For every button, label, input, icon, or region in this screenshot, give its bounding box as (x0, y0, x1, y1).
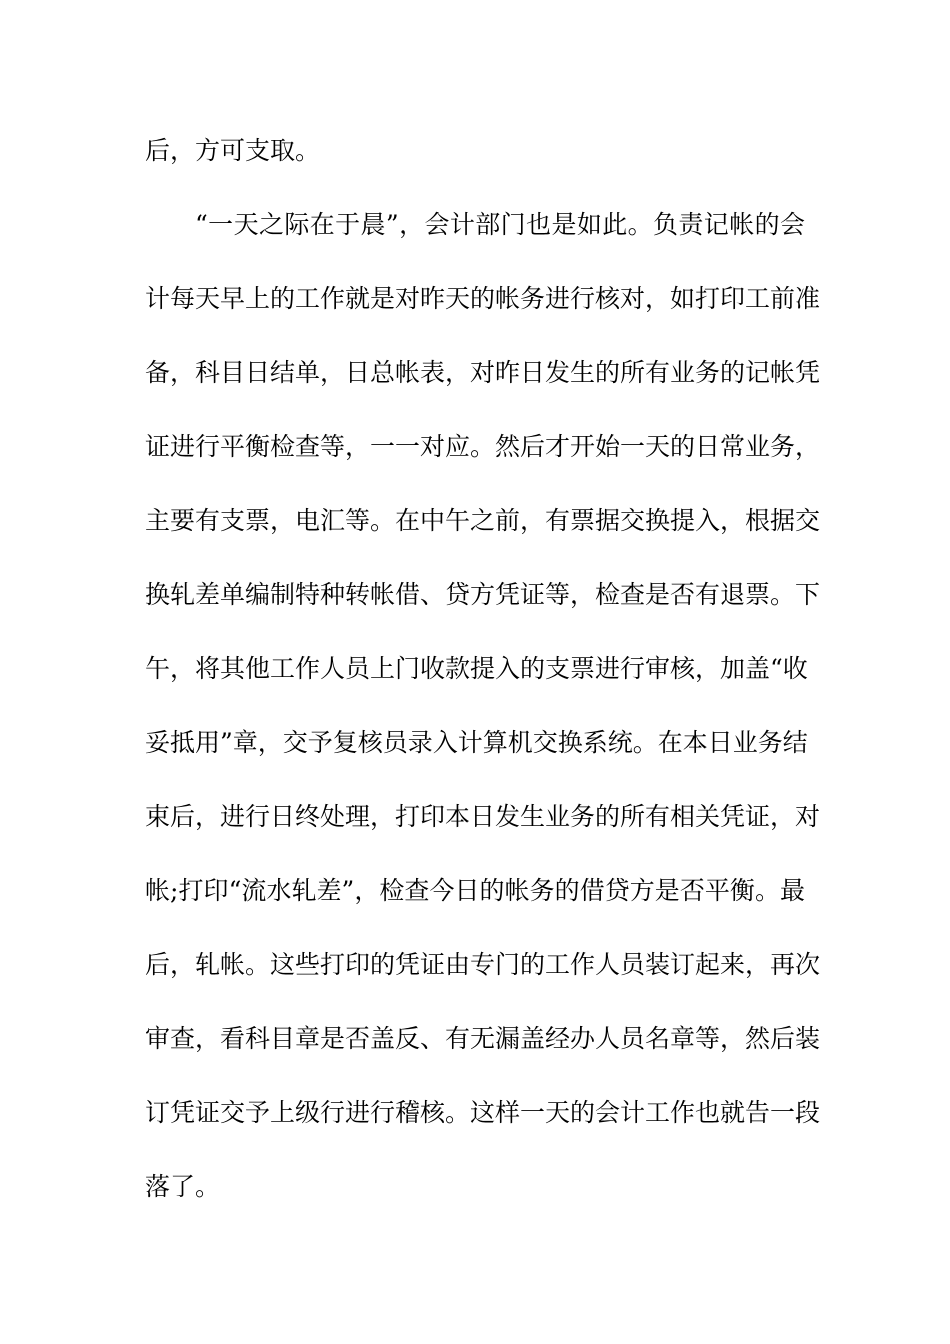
text-line: 帐;打印“流水轧差”，检查今日的帐务的借贷方是否平衡。最 (145, 876, 805, 905)
text-line: 审查，看科目章是否盖反、有无漏盖经办人员名章等，然后装 (145, 1024, 821, 1053)
paragraph-first-line: “一天之际在于晨”，会计部门也是如此。负责记帐的会 (195, 210, 805, 239)
text-line: 束后，进行日终处理，打印本日发生业务的所有相关凭证，对 (145, 802, 821, 831)
text-line: 换轧差单编制特种转帐借、贷方凭证等，检查是否有退票。下 (145, 580, 821, 609)
text-line: 主要有支票，电汇等。在中午之前，有票据交换提入，根据交 (145, 506, 821, 535)
text-line: 落了。 (145, 1172, 221, 1201)
text-line: 后，轧帐。这些打印的凭证由专门的工作人员装订起来，再次 (145, 950, 821, 979)
text-line: 计每天早上的工作就是对昨天的帐务进行核对，如打印工前准 (145, 284, 821, 313)
text-line: 订凭证交予上级行进行稽核。这样一天的会计工作也就告一段 (145, 1098, 821, 1127)
text-line: 妥抵用”章，交予复核员录入计算机交换系统。在本日业务结 (145, 728, 808, 757)
text-line: 备，科目日结单，日总帐表，对昨日发生的所有业务的记帐凭 (145, 358, 821, 387)
text-line: 证进行平衡检查等，一一对应。然后才开始一天的日常业务， (145, 432, 821, 461)
text-line: 午，将其他工作人员上门收款提入的支票进行审核，加盖“收 (145, 654, 808, 683)
text-line: 后，方可支取。 (145, 136, 321, 165)
